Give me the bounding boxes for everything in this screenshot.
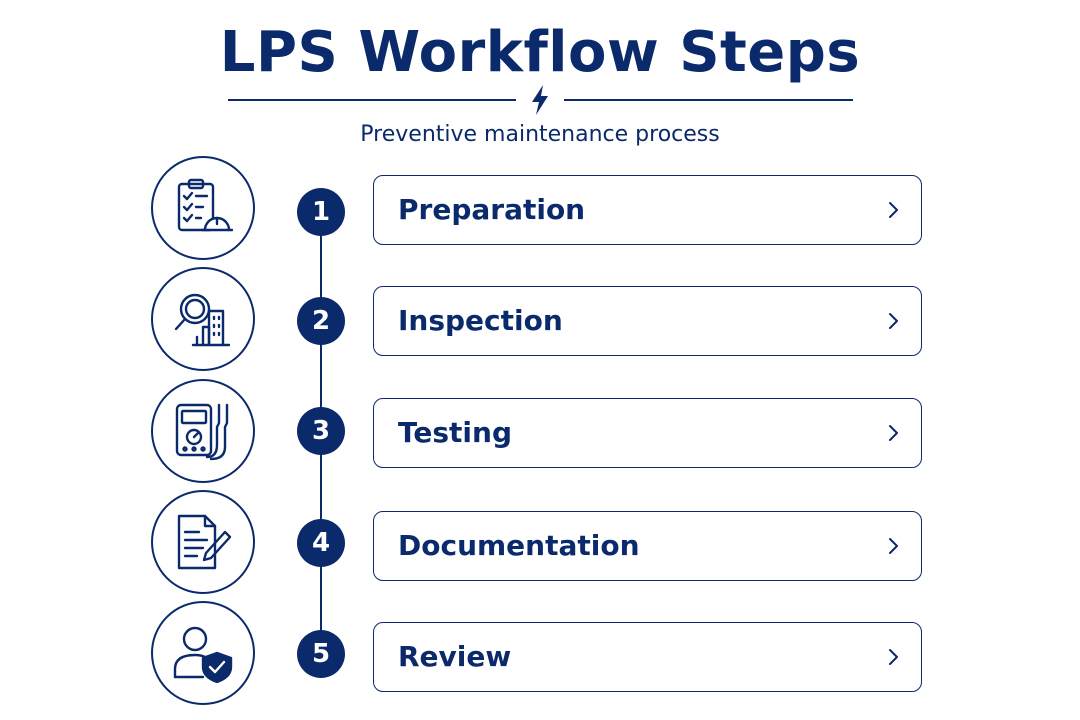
chevron-right-icon [883,423,903,443]
step-card-review[interactable] [373,622,922,692]
chevron-right-icon [883,311,903,331]
step-label: Documentation [398,529,640,562]
step-card-documentation[interactable] [373,511,922,581]
workflow-step-documentation [0,490,1080,600]
step-label: Inspection [398,304,563,337]
step-label: Preparation [398,193,586,226]
step-card-preparation[interactable] [373,175,922,245]
step-icon-circle [151,156,255,260]
workflow-step-testing [0,379,1080,489]
step-icon-circle [151,379,255,483]
step-card-testing[interactable] [373,398,922,468]
title-divider-left [228,99,516,101]
title-divider-right [564,99,853,101]
chevron-right-icon [883,536,903,556]
workflow-step-review [0,601,1080,711]
step-number-badge: 1 [297,188,345,236]
step-label: Testing [398,416,512,449]
step-label: Review [398,640,512,673]
user-shield-check-icon [173,623,233,683]
magnifier-building-icon [173,289,233,349]
step-icon-circle [151,267,255,371]
workflow-step-inspection [0,267,1080,377]
step-number-badge: 2 [297,297,345,345]
page-title: LPS Workflow Steps [219,20,861,85]
chevron-right-icon [883,200,903,220]
step-icon-circle [151,601,255,705]
multimeter-icon [173,401,233,461]
clipboard-hardhat-icon [173,178,233,238]
document-pen-icon [173,512,233,572]
page-subtitle: Preventive maintenance process [360,122,720,147]
workflow-step-preparation [0,156,1080,266]
lightning-bolt-icon [526,84,554,116]
step-number-badge: 4 [297,519,345,567]
step-number-badge: 3 [297,407,345,455]
chevron-right-icon [883,647,903,667]
step-number-badge: 5 [297,630,345,678]
step-card-inspection[interactable] [373,286,922,356]
step-icon-circle [151,490,255,594]
